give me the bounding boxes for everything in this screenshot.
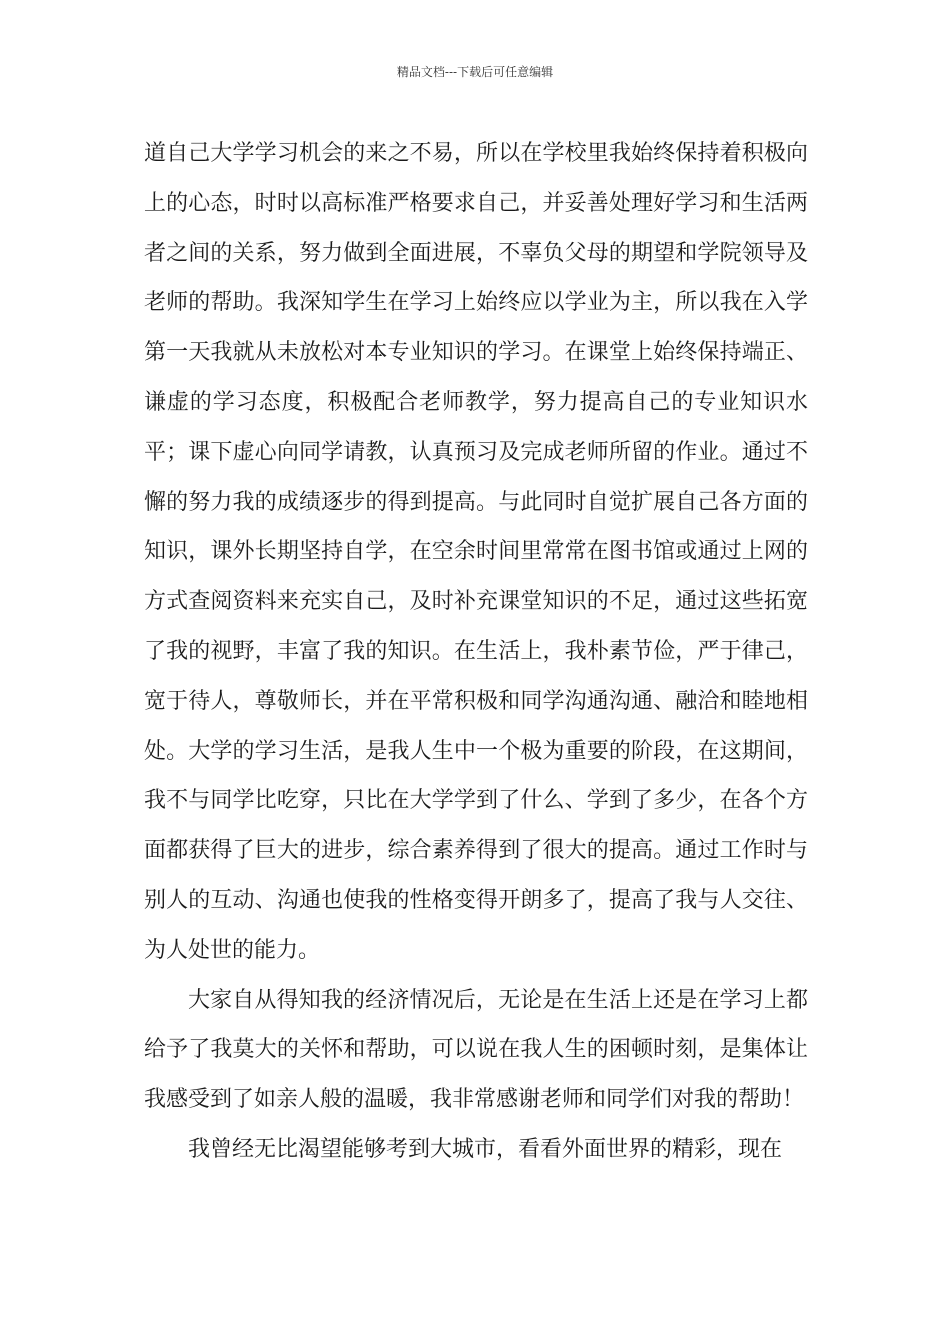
paragraph-continuation: 道自己大学学习机会的来之不易，所以在学校里我始终保持着积极向上的心态，时时以高标准严格要求自己，并妥善处理好学习和生活两者之间的关系，努力做到全面进展，不辜负父母的期望和学院领导及老师的帮助。我深知学生在学习上始终应以学业为主，所以我在入学第一天我就从未放松对本专业知识的学习。在课堂上始终保持端正、谦虚的学习态度，积极配合老师教学，努力提高自己的专业知识水平；课下虚心向同学请教，认真预习及完成老师所留的作业。通过不懈的努力我的成绩逐步的得到提高。与此同时自觉扩展自己各方面的知识，课外长期坚持自学，在空余时间里常常在图书馆或通过上网的方式查阅资料来充实自己，及时补充课堂知识的不足，通过这些拓宽了我的视野，丰富了我的知识。在生活上，我朴素节俭，严于律己，宽于待人，尊敬师长，并在平常积极和同学沟通沟通、融洽和睦地相处。大学的学习生活，是我人生中一个极为重要的阶段，在这期间，我不与同学比吃穿，只比在大学学到了什么、学到了多少，在各个方面都获得了巨大的进步，综合素养得到了很大的提高。通过工作时与别人的互动、沟通也使我的性格变得开朗多了，提高了我与人交往、为人处世的能力。 [144,141,808,963]
paragraph-help: 大家自从得知我的经济情况后，无论是在生活上还是在学习上都给予了我莫大的关怀和帮助，可以说在我人生的困顿时刻，是集体让我感受到了如亲人般的温暖，我非常感谢老师和同学们对我的帮助！ [144,987,808,1113]
page-header: 精品文档---下载后可任意编辑 [396,65,554,79]
document-body [144,129,808,1175]
paragraph-city: 我曾经无比渴望能够考到大城市，看看外面世界的精彩，现在 [188,1136,783,1162]
